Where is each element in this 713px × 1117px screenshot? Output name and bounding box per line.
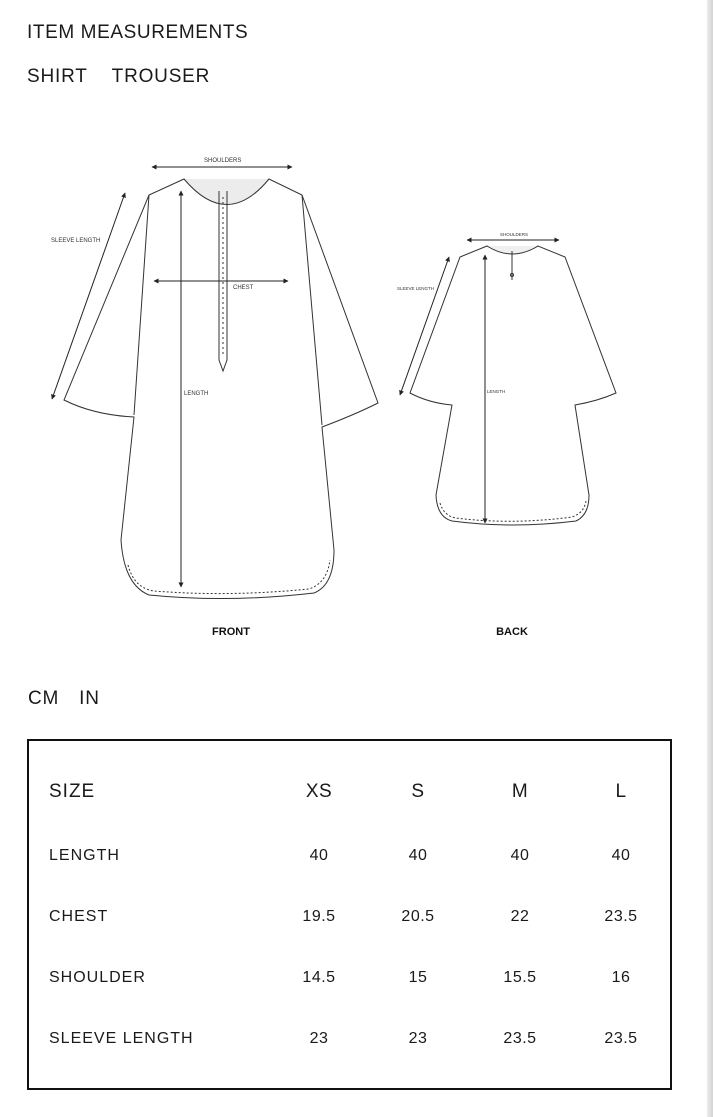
row-label: LENGTH [49,847,120,864]
page-title: ITEM MEASUREMENTS [27,22,249,43]
front-sleeve-length-label: SLEEVE LENGTH [51,238,101,244]
unit-cm[interactable]: CM [28,688,60,709]
table-cell: 23.5 [503,1030,537,1047]
front-chest-label: CHEST [233,285,254,291]
row-label: SLEEVE LENGTH [49,1030,194,1047]
table-cell: 40 [611,847,631,864]
tab-shirt[interactable]: SHIRT [27,66,88,87]
size-m-header: M [511,781,529,802]
back-view-label: BACK [496,626,528,638]
size-table-header [29,777,670,807]
row-label: SHOULDER [49,969,146,986]
table-cell: 23 [309,1030,329,1047]
size-xs-header: XS [305,781,333,802]
front-shoulders-label: SHOULDERS [204,158,242,164]
back-length-label: LENGTH [487,389,506,394]
table-cell: 40 [408,847,428,864]
table-cell: 14.5 [302,969,336,986]
table-cell: 23.5 [604,908,638,925]
size-header-label: SIZE [49,781,96,802]
table-cell: 40 [309,847,329,864]
unit-toggle [28,688,100,710]
size-table [27,739,672,1090]
front-length-label: LENGTH [184,391,209,397]
table-cell: 16 [611,969,631,986]
size-s-header: S [411,781,425,802]
table-cell: 15.5 [503,969,537,986]
scrollbar-edge[interactable] [707,0,713,1117]
table-cell: 23.5 [604,1030,638,1047]
back-garment-drawing [410,246,616,525]
table-row [29,841,670,871]
tab-trouser[interactable]: TROUSER [111,66,211,87]
table-cell: 15 [408,969,428,986]
front-view-label: FRONT [212,626,250,638]
table-cell: 23 [408,1030,428,1047]
garment-tabs [27,66,210,88]
table-row [29,963,670,993]
size-l-header: L [615,781,627,802]
table-cell: 40 [510,847,530,864]
back-shoulders-label: SHOULDERS [500,232,529,237]
table-cell: 22 [510,908,530,925]
unit-in[interactable]: IN [79,688,100,709]
back-sleeve-length-label: SLEEVE LENGTH [397,286,435,291]
table-cell: 20.5 [401,908,435,925]
row-label: CHEST [49,908,109,925]
front-garment-drawing [64,179,378,599]
measurement-diagram [24,105,674,665]
table-row [29,902,670,932]
table-cell: 19.5 [302,908,336,925]
table-row [29,1024,670,1054]
